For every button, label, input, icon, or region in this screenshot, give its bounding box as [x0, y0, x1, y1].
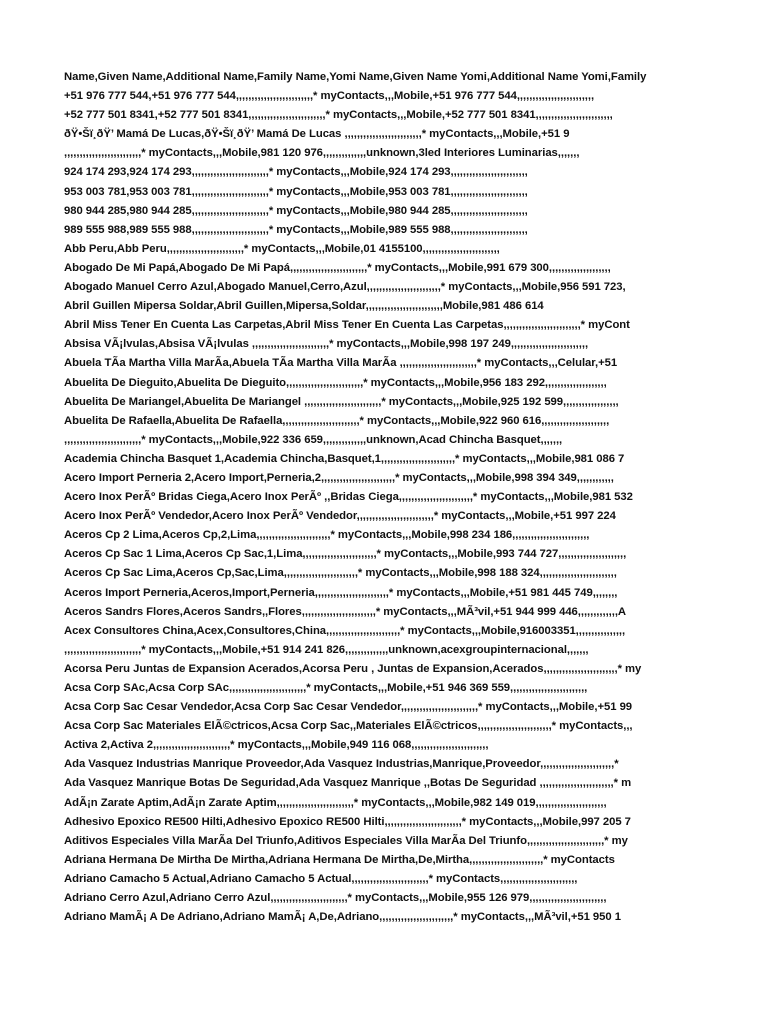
- csv-line: Abuela TÃa Martha Villa MarÃa,Abuela TÃa Martha Villa MarÃa ,,,,,,,,,,,,,,,,,,,,,,,,,* myContacts,,,Celular,+51: [64, 357, 618, 370]
- csv-line: Activa 2,Activa 2,,,,,,,,,,,,,,,,,,,,,,,,,* myContacts,,,Mobile,949 116 068,,,,,,,,,,,,,,,,,,,,,,,,,: [64, 739, 489, 752]
- csv-line: Acsa Corp Sac Cesar Vendedor,Acsa Corp Sac Cesar Vendedor,,,,,,,,,,,,,,,,,,,,,,,,,* myContacts,,,Mobile,+51 99: [64, 701, 633, 714]
- csv-line: Ada Vasquez Industrias Manrique Proveedor,Ada Vasquez Industrias,Manrique,Proveedor,,,,,,,,,,,,,,,,,,,,,,,,*: [64, 758, 619, 771]
- csv-line: Adriano MamÃ¡ A De Adriano,Adriano MamÃ¡ A,De,Adriano,,,,,,,,,,,,,,,,,,,,,,,,* myContacts,,,MÃ³vil,+51 950 1: [64, 911, 621, 924]
- csv-line: Abril Miss Tener En Cuenta Las Carpetas,Abril Miss Tener En Cuenta Las Carpetas,,,,,,,,,,,,,,,,,,,,,,,,,* myCont: [64, 319, 630, 332]
- csv-line: 980 944 285,980 944 285,,,,,,,,,,,,,,,,,,,,,,,,,* myContacts,,,Mobile,980 944 285,,,,,,,,,,,,,,,,,,,,,,,,,: [64, 204, 528, 217]
- csv-line: Aceros Cp 2 Lima,Aceros Cp,2,Lima,,,,,,,,,,,,,,,,,,,,,,,,* myContacts,,,Mobile,998 234 186,,,,,,,,,,,,,,,,,,,,,,,,,: [64, 529, 590, 542]
- csv-line: Aditivos Especiales Villa MarÃa Del Triunfo,Aditivos Especiales Villa MarÃa Del Triunfo,,,,,,,,,,,,,,,,,,,,,,,,,* my: [64, 834, 628, 847]
- csv-line: Acsa Corp Sac Materiales ElÃ©ctricos,Acsa Corp Sac,,Materiales ElÃ©ctricos,,,,,,,,,,,,,,,,,,,,,,,,* myContacts,,,: [64, 720, 633, 733]
- csv-line: Ada Vasquez Manrique Botas De Seguridad,Ada Vasquez Manrique ,,Botas De Seguridad ,,,,,,,,,,,,,,,,,,,,,,,,* m: [64, 777, 632, 790]
- csv-line: Abb Peru,Abb Peru,,,,,,,,,,,,,,,,,,,,,,,,,* myContacts,,,Mobile,01 4155100,,,,,,,,,,,,,,,,,,,,,,,,,: [64, 242, 500, 255]
- csv-line: Adhesivo Epoxico RE500 Hilti,Adhesivo Epoxico RE500 Hilti,,,,,,,,,,,,,,,,,,,,,,,,,* myContacts,,,Mobile,997 205 7: [64, 815, 631, 828]
- csv-line: Abuelita De Dieguito,Abuelita De Dieguito,,,,,,,,,,,,,,,,,,,,,,,,,* myContacts,,,Mobile,956 183 292,,,,,,,,,,,,,,,,,,,,: [64, 376, 607, 389]
- csv-line: Aceros Cp Sac 1 Lima,Aceros Cp Sac,1,Lima,,,,,,,,,,,,,,,,,,,,,,,,* myContacts,,,Mobile,993 744 727,,,,,,,,,,,,,,,,,,,,,,: [64, 548, 627, 561]
- csv-line: Abril Guillen Mipersa Soldar,Abril Guillen,Mipersa,Soldar,,,,,,,,,,,,,,,,,,,,,,,,,Mobile,981 486 614: [64, 300, 544, 313]
- csv-line: +52 777 501 8341,+52 777 501 8341,,,,,,,,,,,,,,,,,,,,,,,,,* myContacts,,,Mobile,+52 777 501 8341,,,,,,,,,,,,,,,,,,,,,,,,,: [64, 109, 613, 122]
- csv-line: Absisa VÃ¡lvulas,Absisa VÃ¡lvulas ,,,,,,,,,,,,,,,,,,,,,,,,,* myContacts,,,Mobile,998 197 249,,,,,,,,,,,,,,,,,,,,,,,,,: [64, 338, 589, 351]
- csv-line: Adriano Camacho 5 Actual,Adriano Camacho 5 Actual,,,,,,,,,,,,,,,,,,,,,,,,,* myContacts,,,,,,,,,,,,,,,,,,,,,,,,,: [64, 872, 578, 885]
- csv-line: 924 174 293,924 174 293,,,,,,,,,,,,,,,,,,,,,,,,,* myContacts,,,Mobile,924 174 293,,,,,,,,,,,,,,,,,,,,,,,,,: [64, 166, 528, 179]
- csv-line: Acorsa Peru Juntas de Expansion Acerados,Acorsa Peru , Juntas de Expansion,Acerados,,,,,,,,,,,,,,,,,,,,,,,,* my: [64, 662, 642, 675]
- csv-line: Acero Import Perneria 2,Acero Import,Perneria,2,,,,,,,,,,,,,,,,,,,,,,,,* myContacts,,,Mobile,998 394 349,,,,,,,,,,,,: [64, 471, 614, 484]
- csv-line: Abogado De Mi Papá,Abogado De Mi Papá,,,,,,,,,,,,,,,,,,,,,,,,,* myContacts,,,Mobile,991 679 300,,,,,,,,,,,,,,,,,,,,: [64, 261, 611, 274]
- csv-line: Acex Consultores China,Acex,Consultores,China,,,,,,,,,,,,,,,,,,,,,,,,* myContacts,,,Mobile,916003351,,,,,,,,,,,,,,,,: [64, 624, 626, 637]
- csv-line: Adriano Cerro Azul,Adriano Cerro Azul,,,,,,,,,,,,,,,,,,,,,,,,,* myContacts,,,Mobile,955 126 979,,,,,,,,,,,,,,,,,,,,,,,,,: [64, 892, 607, 905]
- csv-line: Academia Chincha Basquet 1,Academia Chincha,Basquet,1,,,,,,,,,,,,,,,,,,,,,,,,* myContacts,,,Mobile,981 086 7: [64, 452, 625, 465]
- csv-line: AdÃ¡n Zarate Aptim,AdÃ¡n Zarate Aptim,,,,,,,,,,,,,,,,,,,,,,,,,* myContacts,,,Mobile,982 149 019,,,,,,,,,,,,,,,,,,,,,,,: [64, 796, 607, 809]
- csv-line: Adriana Hermana De Mirtha De Mirtha,Adriana Hermana De Mirtha,De,Mirtha,,,,,,,,,,,,,,,,,,,,,,,,* myContacts: [64, 853, 615, 866]
- csv-line: Name,Given Name,Additional Name,Family Name,Yomi Name,Given Name Yomi,Additional Name Yomi,Family: [64, 71, 647, 83]
- csv-line: ðŸ•Šï¸ðŸ’ Mamá De Lucas,ðŸ•Šï¸ðŸ’ Mamá De Lucas ,,,,,,,,,,,,,,,,,,,,,,,,,* myContacts,,,Mobile,+51 9: [64, 128, 570, 141]
- csv-line: Acero Inox PerÃº Bridas Ciega,Acero Inox PerÃº ,,Bridas Ciega,,,,,,,,,,,,,,,,,,,,,,,,* myContacts,,,Mobile,981 532: [64, 491, 633, 504]
- csv-line: Aceros Sandrs Flores,Aceros Sandrs,,Flores,,,,,,,,,,,,,,,,,,,,,,,,* myContacts,,,MÃ³vil,+51 944 999 446,,,,,,,,,,,,,A: [64, 605, 627, 618]
- csv-line: Aceros Cp Sac Lima,Aceros Cp,Sac,Lima,,,,,,,,,,,,,,,,,,,,,,,,* myContacts,,,Mobile,998 188 324,,,,,,,,,,,,,,,,,,,,,,,,,: [64, 567, 617, 580]
- csv-line: Abuelita De Mariangel,Abuelita De Mariangel ,,,,,,,,,,,,,,,,,,,,,,,,,* myContacts,,,Mobile,925 192 599,,,,,,,,,,,,,,,,,,: [64, 395, 619, 408]
- csv-line: Aceros Import Perneria,Aceros,Import,Perneria,,,,,,,,,,,,,,,,,,,,,,,,* myContacts,,,Mobile,+51 981 445 749,,,,,,,,: [64, 586, 618, 599]
- csv-text-block: [0, 68, 768, 948]
- csv-line: 989 555 988,989 555 988,,,,,,,,,,,,,,,,,,,,,,,,,* myContacts,,,Mobile,989 555 988,,,,,,,,,,,,,,,,,,,,,,,,,: [64, 223, 528, 236]
- csv-line: Acero Inox PerÃº Vendedor,Acero Inox PerÃº Vendedor,,,,,,,,,,,,,,,,,,,,,,,,,* myContacts,,,Mobile,+51 997 224: [64, 510, 616, 523]
- csv-line: ,,,,,,,,,,,,,,,,,,,,,,,,,* myContacts,,,Mobile,981 120 976,,,,,,,,,,,,,,unknown,3led Interiores Luminarias,,,,,,,: [64, 147, 580, 160]
- csv-line: ,,,,,,,,,,,,,,,,,,,,,,,,,* myContacts,,,Mobile,+51 914 241 826,,,,,,,,,,,,,,unknown,acexgroupinternacional,,,,,,,: [64, 643, 589, 656]
- csv-line: Abogado Manuel Cerro Azul,Abogado Manuel,Cerro,Azul,,,,,,,,,,,,,,,,,,,,,,,,* myContacts,,,Mobile,956 591 723,: [64, 281, 626, 294]
- csv-line: +51 976 777 544,+51 976 777 544,,,,,,,,,,,,,,,,,,,,,,,,,* myContacts,,,Mobile,+51 976 777 544,,,,,,,,,,,,,,,,,,,,,,,,,: [64, 90, 595, 103]
- csv-line: Acsa Corp SAc,Acsa Corp SAc,,,,,,,,,,,,,,,,,,,,,,,,,* myContacts,,,Mobile,+51 946 369 559,,,,,,,,,,,,,,,,,,,,,,,,,: [64, 682, 588, 694]
- csv-line: 953 003 781,953 003 781,,,,,,,,,,,,,,,,,,,,,,,,,* myContacts,,,Mobile,953 003 781,,,,,,,,,,,,,,,,,,,,,,,,,: [64, 185, 528, 198]
- csv-line: ,,,,,,,,,,,,,,,,,,,,,,,,,* myContacts,,,Mobile,922 336 659,,,,,,,,,,,,,,unknown,Acad Chincha Basquet,,,,,,,: [64, 433, 563, 446]
- csv-line: Abuelita De Rafaella,Abuelita De Rafaella,,,,,,,,,,,,,,,,,,,,,,,,,* myContacts,,,Mobile,922 960 616,,,,,,,,,,,,,,,,,,,,,,: [64, 414, 610, 427]
